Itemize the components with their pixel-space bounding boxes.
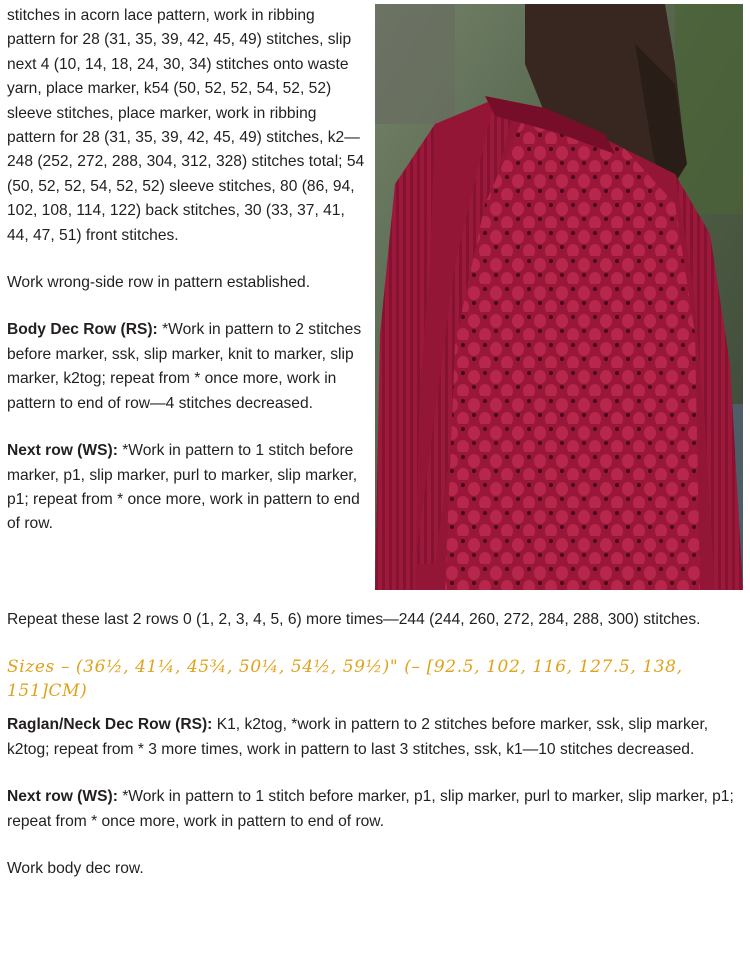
sizes-heading: Sizes – (36½, 41¼, 45¾, 50¼, 54½, 59½)" (– [92.5, 102, 116, 127.5, 138, 151]CM): [7, 657, 683, 702]
row-text: *Work in pattern to 1 stitch before marker, p1, slip marker, purl to marker, slip marker, p1; repeat from * once more, work in pattern to end of row.: [7, 442, 360, 533]
row-label: Body Dec Row (RS):: [7, 321, 158, 339]
row-text: *Work in pattern to 1 stitch before marker, p1, slip marker, purl to marker, slip marker, p1; repeat from * once more, work in pattern to end of row.: [7, 788, 734, 830]
repeat-paragraph: Repeat these last 2 rows 0 (1, 2, 3, 4, 5, 6) more times—244 (244, 260, 272, 284, 288, 300) stitches.: [7, 611, 701, 628]
instruction-paragraph: Work wrong-side row in pattern established.: [7, 274, 311, 292]
instruction-paragraph: Work body dec row.: [7, 860, 144, 878]
full-width-text: [7, 608, 743, 904]
sweater-photo: [375, 4, 743, 590]
next-row-paragraph: [7, 785, 743, 834]
left-text-column: [7, 4, 367, 560]
row-text: *Work in pattern to 2 stitches before marker, ssk, slip marker, knit to marker, slip marker, k2tog; repeat from * once more, work in pattern to end of row—4 stitches decreased.: [7, 321, 362, 412]
row-label: Next row (WS):: [7, 788, 118, 806]
row-label: Next row (WS):: [7, 442, 118, 460]
instruction-paragraph: stitches in acorn lace pattern, work in ribbing pattern for 28 (31, 35, 39, 42, 45, 49) stitches, slip next 4 (10, 14, 18, 24, 30, 34) stitches onto waste yarn, place marker, k54 (50, 52, 52, 54, 52, 52) sleeve stitches, place marker, work in ribbing pattern for 28 (31, 35, 39, 42, 45, 49) stitches, k2—248 (252, 272, 288, 304, 312, 328) stitches total; 54 (50, 52, 52, 54, 52, 52) sleeve stitches, 80 (86, 94, 102, 108, 114, 122) back stitches, 30 (33, 37, 41, 44, 47, 51) front stitches.: [7, 7, 365, 244]
body-dec-row-paragraph: [7, 318, 367, 416]
next-row-paragraph: [7, 439, 367, 537]
row-text: K1, k2tog, *work in pattern to 2 stitches before marker, ssk, slip marker, k2tog; repeat from * 3 more times, work in pattern to last 3 stitches, ssk, k1—10 stitches decreased.: [7, 716, 709, 758]
raglan-neck-dec-paragraph: [7, 713, 743, 762]
row-label: Raglan/Neck Dec Row (RS):: [7, 716, 213, 734]
